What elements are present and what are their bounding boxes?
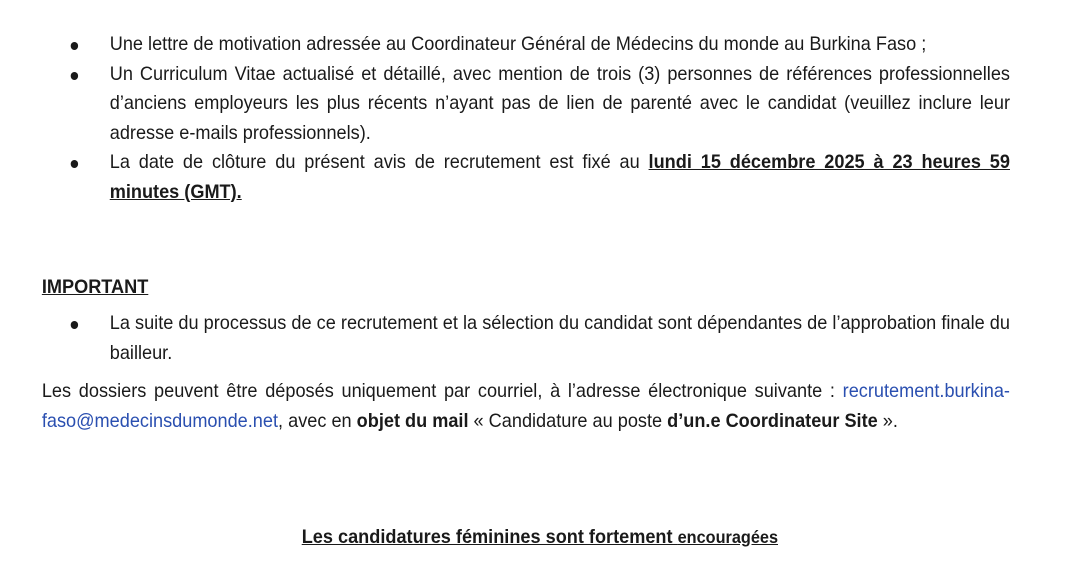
quote-open: « Candidature au poste	[468, 409, 668, 432]
list-item-text: Un Curriculum Vitae actualisé et détaillé, avec mention de trois (3) personnes de références professionnelles d’anciens employeurs les plus récents n’ayant pas de lien de parenté avec le candidat (veuillez inclure leur adresse e-mails professionnels).	[109, 62, 1010, 144]
list-item	[0, 309, 1080, 368]
paragraph-middle: , avec en	[278, 409, 357, 432]
position-title: d’un.e Coordinateur Site	[667, 409, 878, 432]
subject-label: objet du mail	[356, 409, 469, 432]
bullet-icon	[71, 72, 78, 80]
list-item-text: La suite du processus de ce recrutement et la sélection du candidat sont dépendantes de l’approbation finale du bailleur.	[109, 312, 1010, 364]
list-item-text: Une lettre de motivation adressée au Coordinateur Général de Médecins du monde au Burkina Faso ;	[109, 33, 927, 55]
footer-note	[0, 523, 1080, 553]
closing-date: lundi 15 décembre 2025 à 23 heures 59 minutes (GMT).	[109, 151, 1010, 203]
list-item	[0, 148, 1080, 207]
list-item	[0, 30, 1080, 60]
paragraph-intro: Les dossiers peuvent être déposés uniquement par courriel, à l’adresse électronique suivante :	[41, 380, 843, 402]
bullet-icon	[71, 160, 78, 168]
list-item	[0, 60, 1080, 149]
quote-close: ».	[877, 409, 898, 432]
important-list	[0, 309, 1080, 368]
email-link[interactable]: recrutement.burkina-faso@medecinsdumonde.net	[41, 380, 1010, 432]
bullet-icon	[71, 42, 78, 50]
list-item-text: La date de clôture du présent avis de recrutement est fixé au	[109, 151, 649, 173]
footer-note-last-word: encouragées	[677, 527, 779, 547]
submission-paragraph	[42, 377, 1010, 436]
important-heading: IMPORTANT	[41, 276, 149, 298]
bullet-icon	[71, 321, 78, 329]
requirements-list	[0, 30, 1080, 207]
footer-note-main: Les candidatures féminines sont fortement	[301, 526, 678, 548]
